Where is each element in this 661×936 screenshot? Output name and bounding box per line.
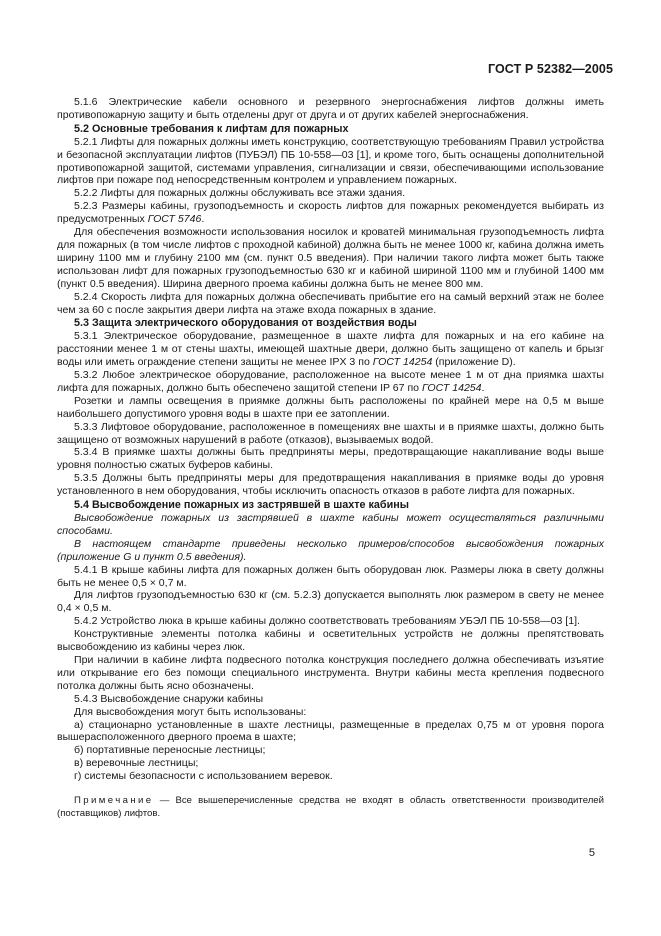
paragraph: Розетки и лампы освещения в приямке должны быть расположены по крайней мере на 0,5 м выше наибольшего допустимого уровня воды в шахте при ее затоплении. <box>57 394 604 420</box>
paragraph: 5.2.2 Лифты для пожарных должны обслуживать все этажи здания. <box>74 187 406 200</box>
paragraph: 5.1.6 Электрические кабели основного и резервного энергоснабжения лифтов должны иметь противопожарную защиту и быть отделены друг от друга и от других кабелей энергоснабжения. <box>57 96 604 121</box>
list-item: а) стационарно установленные в шахте лестницы, размещенные в пределах 0,75 м от уровня порога вышерасположенного дверного проема в шахте; <box>57 718 604 744</box>
standard-header: ГОСТ Р 52382—2005 <box>487 62 613 76</box>
paragraph: 5.3.3 Лифтовое оборудование, расположенное в помещениях вне шахты и в приямке шахты, должно быть защищено от возможных нарушений в работе (отказов), вызываемых водой. <box>57 420 604 446</box>
page-number: 5 <box>588 847 595 859</box>
italic-paragraph: Высвобождение пожарных из застрявшей в шахте кабины может осуществляться различными способами. <box>57 512 604 537</box>
note-text: — Все вышеперечисленные средства не входят в область ответственности производителей (поставщиков) лифтов. <box>57 795 604 819</box>
section-heading: 5.4 Высвобождение пожарных из застрявшей в шахте кабины <box>74 499 409 512</box>
paragraph: Для высвобождения могут быть использованы: <box>74 705 307 718</box>
section-heading: 5.2 Основные требования к лифтам для пожарных <box>74 122 349 135</box>
paragraph: 5.2.1 Лифты для пожарных должны иметь конструкцию, соответствующую требованиям Правил устройства и безопасной эксплуатации лифтов (ПУБЭЛ) ПБ 10-558—03 [1], и кроме того, быть оснащены дополнительной противопожарной защитой, системами управления, сигнализации и связи, обеспечивающими использование лифтов при пожаре под непосредственным контролем и управлением пожарных. <box>57 135 604 187</box>
paragraph: 5.3.4 В приямке шахты должны быть предприняты меры, предотвращающие накапливание воды выше уровня полностью сжатых буферов кабины. <box>57 446 604 472</box>
list-item: б) портативные переносные лестницы; <box>74 744 266 757</box>
paragraph: 5.2.4 Скорость лифта для пожарных должна обеспечивать прибытие его на самый верхний этаж не более чем за 60 с после закрытия двери лифта на этаже входа пожарных в здание. <box>57 290 604 316</box>
paragraph: 5.3.5 Должны быть предприняты меры для предотвращения накапливания в приямке воды до уровня установленного в нем оборудования, чтобы исключить опасность отказов в работе лифта для пожарных. <box>57 472 604 498</box>
list-item: г) системы безопасности с использованием веревок. <box>74 770 333 783</box>
paragraph: 5.3.1 Электрическое оборудование, размещенное в шахте лифта для пожарных и на его кабине на расстоянии менее 1 м от стены шахты, имеющей шахтные двери, должно быть защищено от капель и брызг воды или иметь ограждение степени защиты не менее IPX 3 по ГОСТ 14254 (приложение D). <box>57 330 604 369</box>
paragraph: 5.4.3 Высвобождение снаружи кабины <box>74 692 264 705</box>
note <box>57 795 604 820</box>
paragraph: 5.4.2 Устройство люка в крыше кабины должно соответствовать требованиям УБЭЛ ПБ 10-558—03 [1]. <box>74 615 580 628</box>
document-body <box>57 96 604 820</box>
paragraph: Для обеспечения возможности использования носилок и кроватей минимальная грузоподъемность лифта для пожарных (в том числе лифтов с проходной кабиной) должна быть не менее 1000 кг, кабина должна иметь ширину 1100 мм и глубину 2100 мм (см. пункт 0.5 введения). При наличии такого лифта может быть также использован лифт для пожарных грузоподъемностью 630 кг и кабиной шириной 1100 мм и глубиной 1400 мм (пункт 0.5 введения). Ширина дверного проема кабины должна быть не менее 800 мм. <box>57 226 604 290</box>
paragraph: 5.2.3 Размеры кабины, грузоподъемность и скорость лифтов для пожарных рекомендуется выбирать из предусмотренных ГОСТ 5746. <box>57 200 604 226</box>
paragraph: 5.3.2 Любое электрическое оборудование, расположенное на высоте менее 1 м от дна приямка шахты лифта для пожарных, должно быть обеспечено защитой степени IP 67 по ГОСТ 14254. <box>57 369 604 394</box>
paragraph: Конструктивные элементы потолка кабины и осветительных устройств не должны препятствовать высвобождению из кабины через люк. <box>57 628 604 654</box>
section-heading: 5.3 Защита электрического оборудования от воздействия воды <box>74 317 417 330</box>
italic-paragraph: В настоящем стандарте приведены несколько примеров/способов высвобождения пожарных (приложение G и пункт 0.5 введения). <box>57 537 604 563</box>
list-item: в) веревочные лестницы; <box>74 757 199 770</box>
paragraph: При наличии в кабине лифта подвесного потолка конструкция последнего должна обеспечивать изъятие или открывание его без помощи специального инструмента. Внутри кабины места крепления подвесного потолка должны быть ясно обозначены. <box>57 653 604 692</box>
paragraph: Для лифтов грузоподъемностью 630 кг (см. 5.2.3) допускается выполнять люк размером в свету не менее 0,4 × 0,5 м. <box>57 589 604 615</box>
paragraph: 5.4.1 В крыше кабины лифта для пожарных должен быть оборудован люк. Размеры люка в свету должны быть не менее 0,5 × 0,7 м. <box>57 563 604 589</box>
note-label: Примечание <box>74 795 154 807</box>
